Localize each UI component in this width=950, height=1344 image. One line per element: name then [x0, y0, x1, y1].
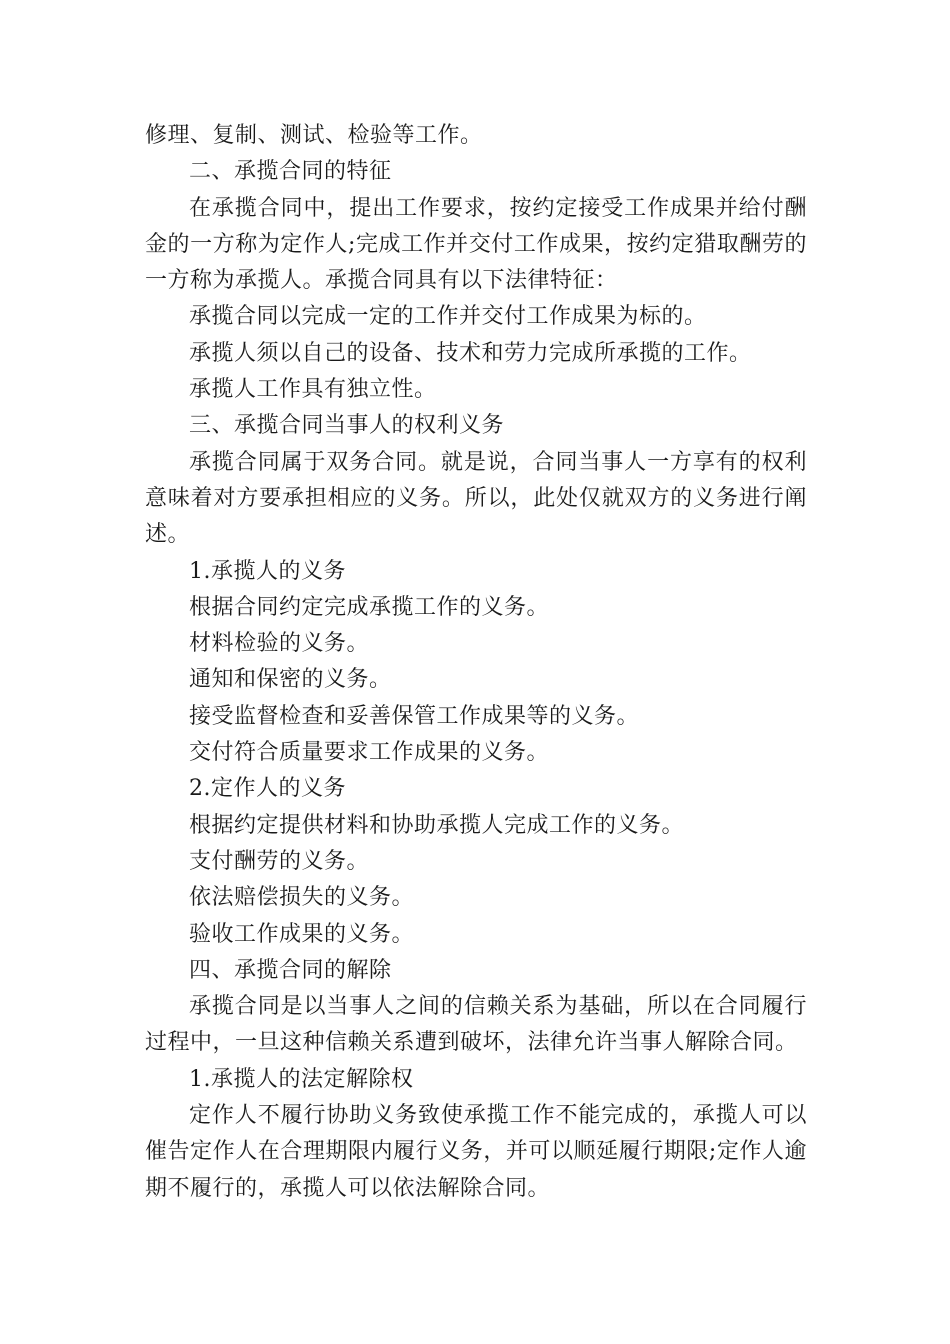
obligation-item: 依法赔偿损失的义务。: [189, 885, 415, 911]
obligation-item: 根据约定提供材料和协助承揽人完成工作的义务。: [189, 812, 685, 838]
obligation-item: 验收工作成果的义务。: [189, 921, 415, 947]
feature-item: 承揽合同以完成一定的工作并交付工作成果为标的。: [189, 304, 707, 330]
subheading-orderer-obligations: 2.定作人的义务: [189, 776, 346, 802]
obligation-item: 材料检验的义务。: [189, 631, 370, 657]
feature-item: 承揽人工作具有独立性。: [189, 377, 437, 403]
section-heading-features: 二、承揽合同的特征: [189, 159, 392, 185]
section-heading-termination: 四、承揽合同的解除: [189, 957, 392, 983]
obligation-item: 支付酬劳的义务。: [189, 848, 370, 874]
obligation-item: 交付符合质量要求工作成果的义务。: [189, 740, 550, 766]
feature-item: 承揽人须以自己的设备、技术和劳力完成所承揽的工作。: [189, 340, 752, 366]
subheading-contractor-obligations: 1.承揽人的义务: [189, 558, 346, 584]
paragraph-termination-right: 定作人不履行协助义务致使承揽工作不能完成的，承揽人可以催告定作人在合理期限内履行义务，并可以顺延履行期限;定作人逾期不履行的，承揽人可以依法解除合同。: [145, 1103, 807, 1201]
obligation-item: 根据合同约定完成承揽工作的义务。: [189, 594, 550, 620]
paragraph-termination-basis: 承揽合同是以当事人之间的信赖关系为基础，所以在合同履行过程中，一旦这种信赖关系遭到破坏，法律允许当事人解除合同。: [145, 994, 807, 1056]
document-body: [145, 118, 807, 1207]
paragraph-bilateral-contract: 承揽合同属于双务合同。就是说，合同当事人一方享有的权利意味着对方要承担相应的义务。所以，此处仅就双方的义务进行阐述。: [145, 449, 807, 548]
paragraph-definition: 在承揽合同中，提出工作要求，按约定接受工作成果并给付酬金的一方称为定作人;完成工作并交付工作成果，按约定猎取酬劳的一方称为承揽人。承揽合同具有以下法律特征：: [145, 195, 807, 294]
obligation-item: 接受监督检查和妥善保管工作成果等的义务。: [189, 703, 640, 729]
obligation-item: 通知和保密的义务。: [189, 667, 392, 693]
section-heading-rights-obligations: 三、承揽合同当事人的权利义务: [189, 413, 505, 439]
paragraph-continuation: 修理、复制、测试、检验等工作。: [145, 123, 483, 148]
subheading-contractor-termination-right: 1.承揽人的法定解除权: [189, 1066, 414, 1092]
